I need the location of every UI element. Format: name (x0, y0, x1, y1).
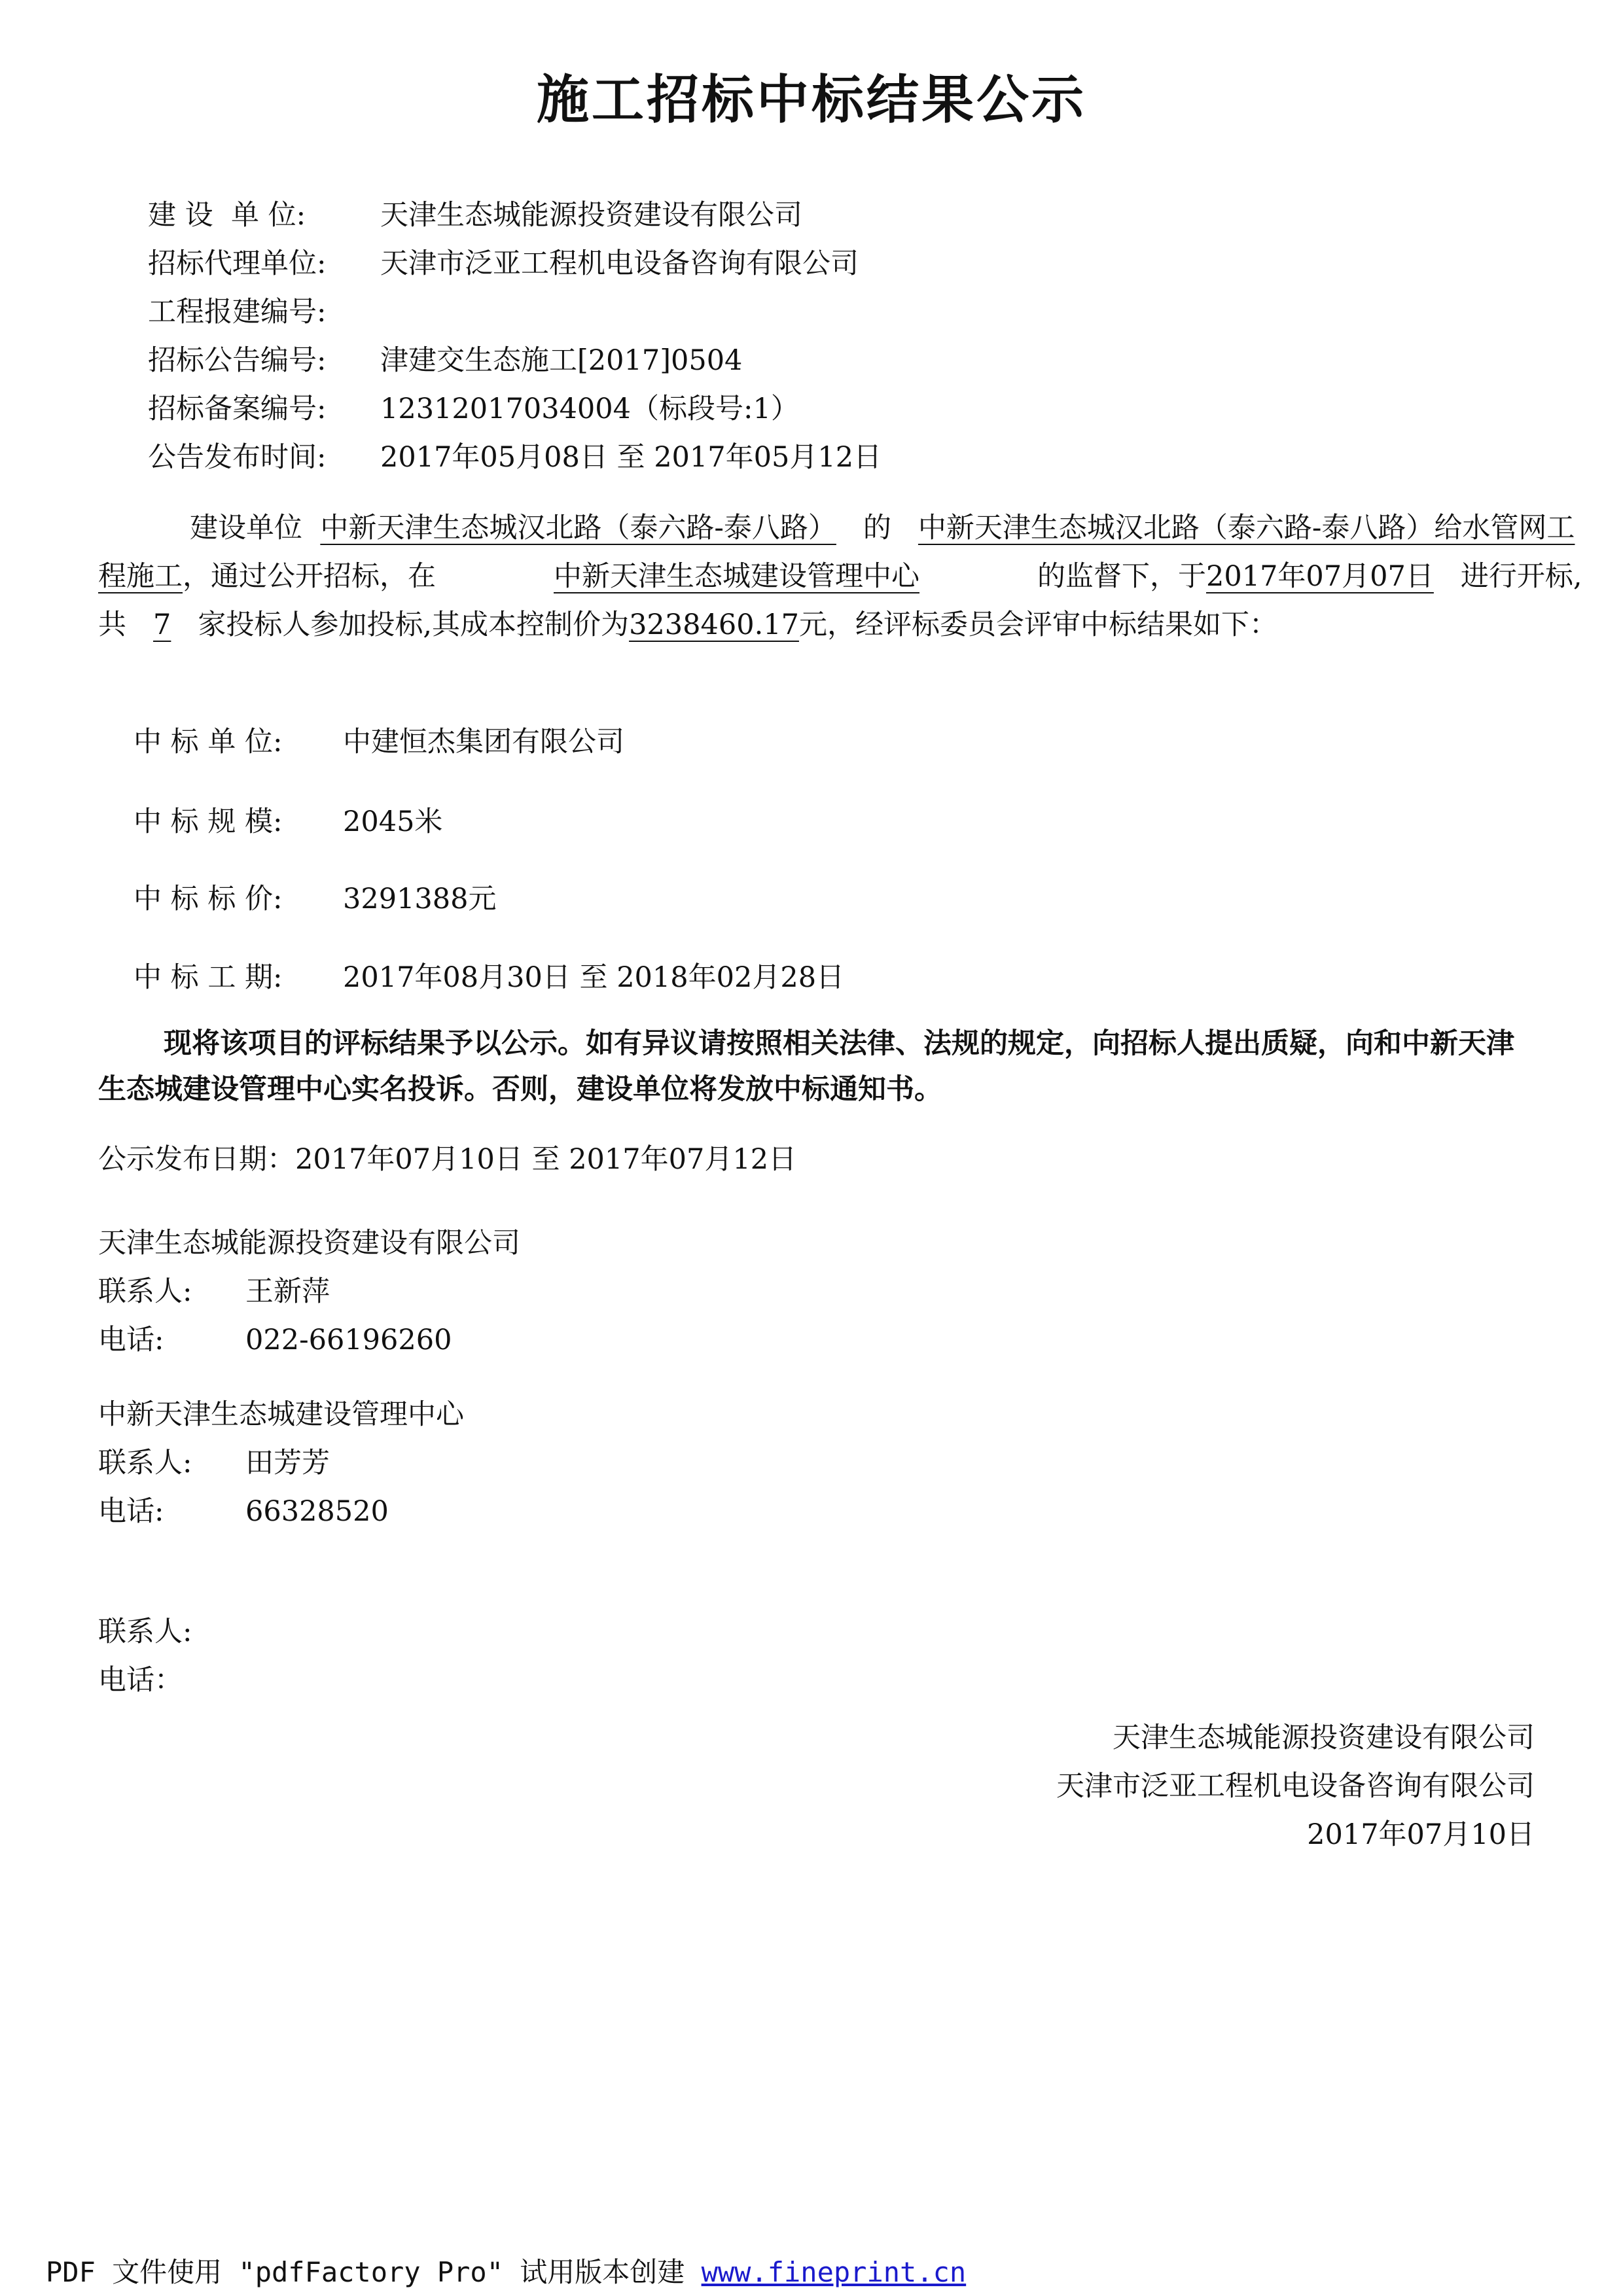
contact-value: 田芳芳 (245, 1447, 330, 1479)
award-value: 2017年08月30日 至 2018年02月28日 (343, 961, 845, 994)
cost-price: 3238460.17 (629, 609, 799, 641)
signature-date: 2017年07月10日 (1307, 1818, 1535, 1851)
info-row-announcement-no (148, 336, 882, 385)
award-unit (134, 720, 624, 760)
info-label: 工程报建编号: (148, 296, 327, 328)
contact1-phone (98, 1318, 452, 1358)
contact-label: 电话: (98, 1495, 164, 1528)
info-value: 津建交生态施工[2017]0504 (380, 344, 743, 377)
fineprint-link[interactable]: www.fineprint.cn (701, 2256, 967, 2288)
pdf-footer (46, 2251, 966, 2290)
para-text: 元，经评标委员会评审中标结果如下： (798, 609, 1277, 641)
publish-value: 2017年07月10日 至 2017年07月12日 (295, 1143, 797, 1176)
project-info (148, 191, 882, 482)
signature-org2: 天津市泛亚工程机电设备咨询有限公司 (1056, 1770, 1535, 1803)
info-value: 天津市泛亚工程机电设备咨询有限公司 (380, 247, 859, 280)
info-label: 招标代理单位: (148, 247, 327, 280)
award-value: 3291388元 (343, 883, 497, 915)
bid-paragraph (98, 504, 1584, 649)
info-row-publish-time (148, 433, 882, 482)
owner-project: 中新天津生态城汉北路（泰六路-泰八路） (320, 512, 836, 544)
award-label: 中 标 规 模: (134, 805, 283, 838)
info-row-record-no (148, 385, 882, 433)
info-label: 招标备案编号: (148, 393, 327, 425)
project-name: 中新天津生态城汉北路（泰六路-泰八路）给水管网工程施工 (98, 512, 1575, 593)
info-row-registration-no (148, 288, 882, 336)
footer-text: PDF 文件使用 "pdfFactory Pro" 试用版本创建 (46, 2256, 702, 2288)
contact3-person: 联系人: (98, 1616, 192, 1648)
para-text: 建设单位 (190, 512, 302, 544)
award-label: 中 标 单 位: (134, 726, 283, 758)
award-value: 2045米 (343, 805, 443, 838)
bidder-count: 7 (153, 609, 171, 641)
notice-text: 现将该项目的评标结果予以公示。如有异议请按照相关法律、法规的规定，向招标人提出质疑，向和中新天津生态城建设管理中心实名投诉。否则，建设单位将发放中标通知书。 (98, 1027, 1514, 1106)
info-value: 12312017034004（标段号:1） (380, 393, 799, 425)
contact1-org: 天津生态城能源投资建设有限公司 (98, 1227, 520, 1260)
info-label: 招标公告编号: (148, 344, 327, 377)
info-row-owner (148, 191, 882, 239)
contact-label: 联系人: (98, 1275, 192, 1308)
open-date: 2017年07月07日 (1206, 560, 1434, 593)
contact-label: 电话: (98, 1324, 164, 1356)
contact2-person (98, 1441, 330, 1481)
info-value: 天津生态城能源投资建设有限公司 (380, 199, 802, 232)
contact2-phone (98, 1489, 389, 1529)
para-text: 的监督下，于 (1037, 560, 1206, 593)
award-period (134, 955, 844, 995)
signature-org1: 天津生态城能源投资建设有限公司 (1113, 1722, 1535, 1754)
para-text: 进行开标,共 (98, 560, 1582, 641)
award-label: 中 标 标 价: (134, 883, 283, 915)
supervisor: 中新天津生态城建设管理中心 (554, 560, 919, 593)
objection-notice (98, 1021, 1525, 1112)
para-text: 的 (863, 512, 891, 544)
info-label: 公告发布时间: (148, 441, 327, 474)
award-label: 中 标 工 期: (134, 961, 283, 994)
publish-date (98, 1137, 796, 1177)
contact-value: 王新萍 (245, 1275, 330, 1308)
award-scale (134, 800, 442, 839)
para-text: ，通过公开招标，在 (183, 560, 436, 593)
page-title: 施工招标中标结果公示 (537, 69, 1086, 130)
info-row-agent (148, 239, 882, 288)
contact-value: 66328520 (245, 1495, 389, 1528)
publish-label: 公示发布日期： (98, 1143, 295, 1176)
info-value: 2017年05月08日 至 2017年05月12日 (380, 441, 882, 474)
award-value: 中建恒杰集团有限公司 (343, 726, 624, 758)
contact3-phone: 电话： (98, 1664, 183, 1697)
contact-value: 022-66196260 (245, 1324, 452, 1356)
contact2-org: 中新天津生态城建设管理中心 (98, 1398, 464, 1431)
para-text: 家投标人参加投标,其成本控制价为 (198, 609, 630, 641)
info-label: 建 设 单 位: (148, 199, 306, 232)
award-price (134, 877, 497, 917)
contact1-person (98, 1269, 330, 1309)
contact-label: 联系人: (98, 1447, 192, 1479)
